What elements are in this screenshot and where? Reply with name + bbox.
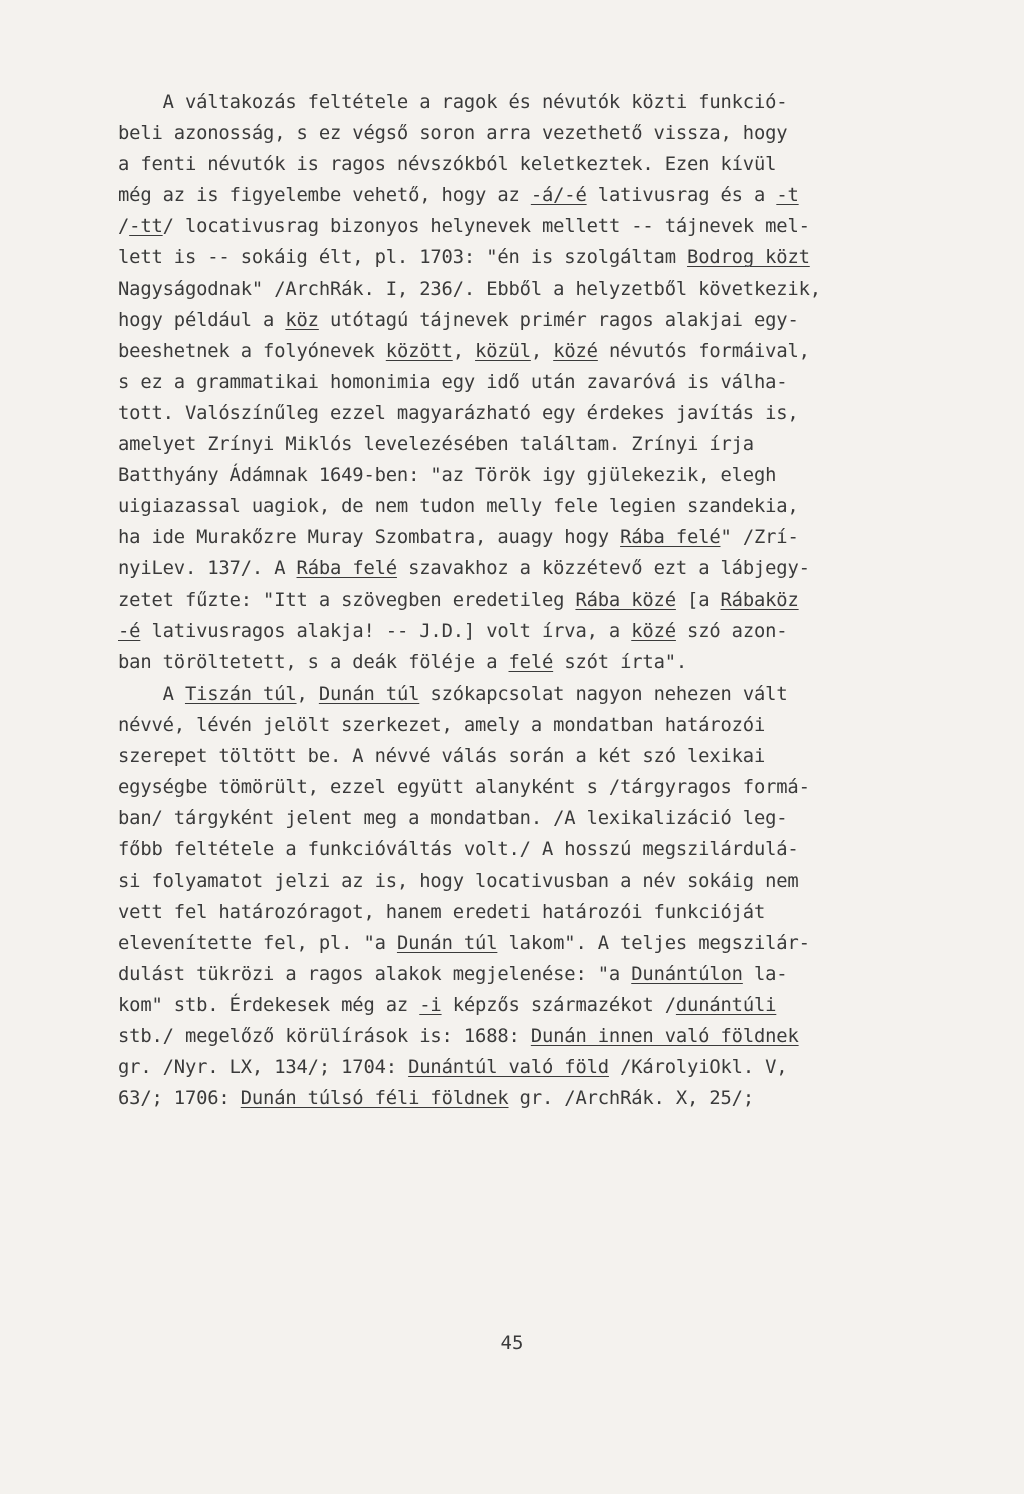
text-run: szókapcsolat nagyon nehezen vált [419,684,788,705]
text-line [118,305,898,336]
text-run: , [296,684,319,705]
text-run: stb./ megelőző körülírások is: 1688: [118,1026,531,1048]
text-run: " /Zrí- [720,527,799,549]
text-line [118,803,898,834]
underlined-text: Rába közé [575,589,676,611]
text-run: szó azon- [675,620,788,642]
text-line [118,1021,898,1052]
text-run: elevenítette fel, pl. "a [118,932,397,954]
text-line [118,679,898,710]
text-line [118,959,898,990]
underlined-text: felé [508,651,554,673]
text-line [118,429,898,460]
text-line [118,491,898,522]
underlined-text: Rába felé [620,527,721,549]
text-run: lativusrag és a [586,185,777,207]
text-run: / locativusrag bizonyos helynevek mellett -- tájnevek mel- [162,216,810,238]
text-run: s ez a grammatikai homonimia egy idő után zavaróvá is válha- [118,371,788,393]
text-line [118,772,898,803]
underlined-text: -é [118,620,141,642]
text-run: 63/; 1706: [118,1088,241,1110]
text-run: Batthyány Ádámnak 1649-ben: "az Török igy gjülekezik, elegh [118,465,777,487]
underlined-text: Rábaköz [720,589,799,611]
underlined-text: Dunán innen való földnek [530,1026,799,1048]
text-line [118,1083,898,1114]
page-number: 45 [500,1332,524,1354]
text-line [118,367,898,398]
text-run: ban/ tárgyként jelent meg a mondatban. /A lexikalizáció leg- [118,808,788,830]
underlined-text: Dunán túlsó féli földnek [240,1088,509,1110]
text-run: A [118,684,185,705]
paragraph-2 [118,679,898,1114]
underlined-text: közé [631,620,676,642]
text-line [118,866,898,897]
text-run: főbb feltétele a funkcióváltás volt./ A hosszú megszilárdulá- [118,839,799,861]
text-run: ha ide Murakőzre Muray Szombatra, auagy hogy [118,527,621,549]
text-run: nyiLev. 137/. A [118,558,297,580]
text-line [118,585,898,616]
text-run: , [530,340,554,362]
underlined-text: közé [553,340,598,362]
underlined-text: -i [419,994,442,1016]
paragraph-1 [118,87,898,678]
text-run: lett is -- sokáig élt, pl. 1703: "én is szolgáltam [118,247,688,269]
text-run: képzős származékot / [441,994,676,1016]
text-run: beeshetnek a folyónevek [118,340,386,362]
underlined-text: -t [776,185,799,207]
text-run: utótagú tájnevek primér ragos alakjai egy- [318,309,799,331]
underlined-text: Tiszán túl [184,684,297,705]
text-run: tott. Valószínűleg ezzel magyarázható egy érdekes javítás is, [118,402,799,424]
text-line [118,87,898,118]
text-run: amelyet Zrínyi Miklós levelezésében találtam. Zrínyi írja [118,434,754,456]
text-run: még az is figyelembe vehető, hogy az [118,185,531,207]
text-run: , [452,340,476,362]
text-line [118,149,898,180]
text-line [118,336,898,367]
text-line [118,274,898,305]
text-line [118,398,898,429]
underlined-text: Dunántúl való föld [408,1057,609,1079]
underlined-text: Dunán túl [318,684,420,705]
text-line [118,928,898,959]
text-run: si folyamatot jelzi az is, hogy locativusban a név sokáig nem [118,870,799,892]
text-line [118,460,898,491]
text-run: szavakhoz a közzétevő ezt a lábjegy- [396,558,810,580]
text-run: gr. /Nyr. LX, 134/; 1704: [118,1057,409,1079]
text-run: szót írta". [553,651,688,673]
text-run: a fenti névutók is ragos névszókból keletkeztek. Ezen kívül [118,154,777,176]
text-run: la- [742,963,788,985]
text-run: zetet fűzte: "Itt a szövegben eredetileg [118,589,576,611]
text-run: egységbe tömörült, ezzel együtt alanyként s /tárgyragos formá- [118,777,810,799]
text-line [118,118,898,149]
text-line [118,211,898,242]
text-line [118,616,898,647]
text-run: gr. /ArchRák. X, 25/; [508,1088,754,1110]
text-run: ban töröltetett, s a deák föléje a [118,651,509,673]
text-line [118,647,898,678]
text-run: lakom". A teljes megszilár- [497,932,810,954]
underlined-text: -á/-é [530,185,587,207]
text-run: beli azonosság, s ez végső soron arra vezethető vissza, hogy [118,123,788,145]
underlined-text: között [385,340,453,362]
text-line [118,1052,898,1083]
text-line [118,522,898,553]
underlined-text: Rába felé [296,558,397,580]
text-run: dulást tükrözi a ragos alakok megjelenése: "a [118,963,632,985]
underlined-text: Bodrog közt [687,247,810,269]
text-run: / [118,216,130,238]
text-run: hogy például a [118,309,286,331]
text-run: Nagyságodnak" /ArchRák. I, 236/. Ebből a helyzetből következik, [118,278,821,300]
text-line [118,553,898,584]
text-run: A váltakozás feltétele a ragok és névutók közti funkció- [118,92,788,113]
text-run: kom" stb. Érdekesek még az [118,994,420,1016]
text-line [118,741,898,772]
text-line [118,710,898,741]
text-line [118,180,898,211]
underlined-text: -tt [129,216,163,238]
text-run: uigiazassal uagiok, de nem tudon melly fele legien szandekia, [118,496,799,518]
text-line [118,242,898,273]
text-run: vett fel határozóragot, hanem eredeti határozói funkcióját [118,901,766,923]
underlined-text: Dunántúlon [631,963,743,985]
text-run: lativusragos alakja! -- J.D.] volt írva, a [140,620,632,642]
text-line [118,990,898,1021]
text-run: [a [675,589,721,611]
underlined-text: köz [285,309,319,331]
text-run: névvé, lévén jelölt szerkezet, amely a mondatban határozói [118,715,766,737]
text-line [118,834,898,865]
underlined-text: dunántúli [675,994,777,1016]
text-run: névutós formáival, [597,340,810,362]
text-run: /KárolyiOkl. V, [608,1057,788,1079]
underlined-text: közül [475,340,531,362]
text-run: szerepet töltött be. A névvé válás során a két szó lexikai [118,746,766,768]
text-line [118,897,898,928]
underlined-text: Dunán túl [396,932,498,954]
